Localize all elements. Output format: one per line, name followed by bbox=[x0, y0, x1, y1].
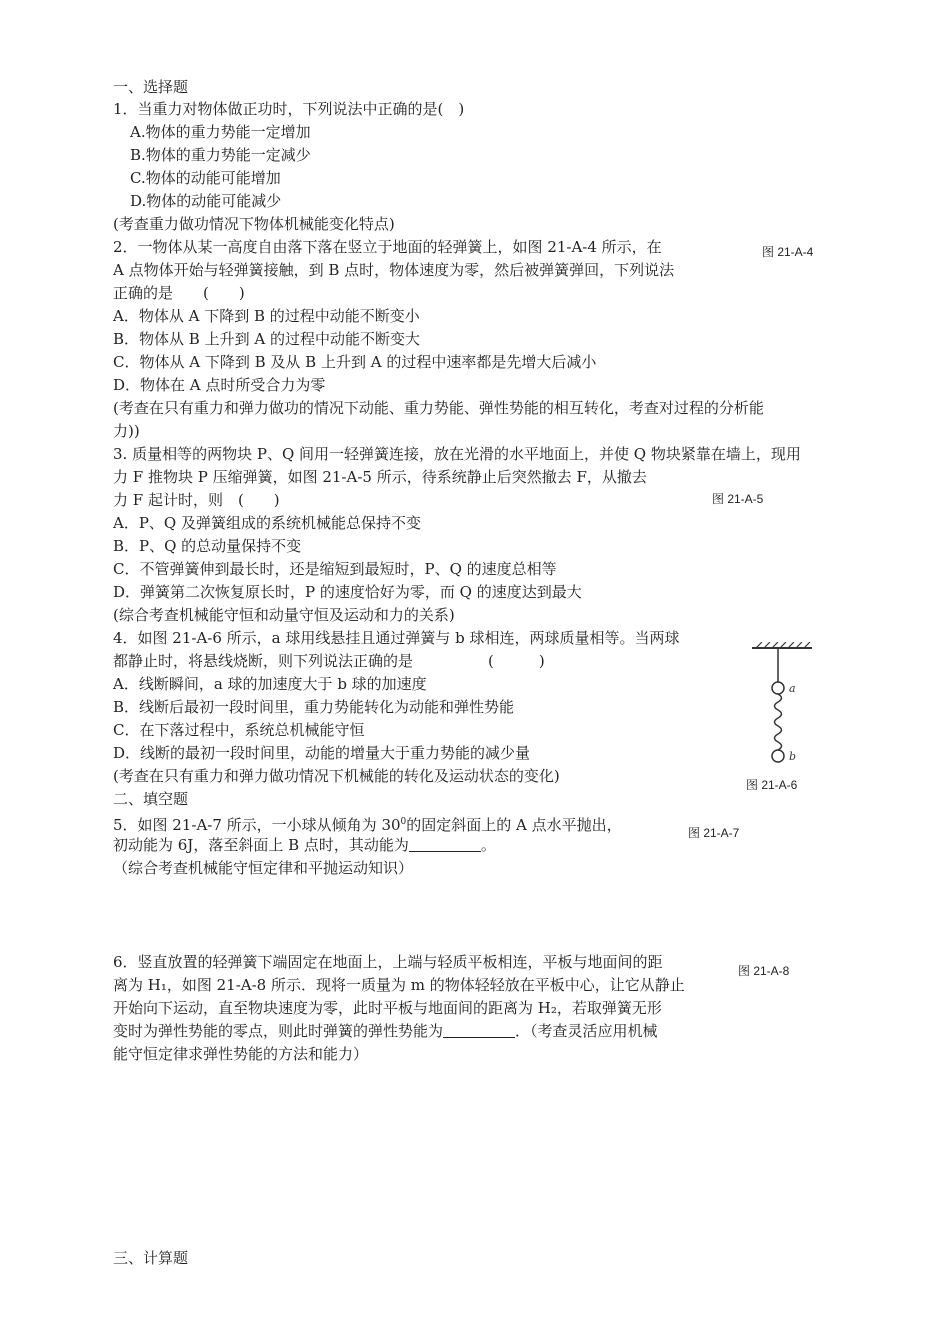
q1-option-b: B.物体的重力势能一定减少 bbox=[130, 146, 311, 164]
q6-stem-line1: 6．竖直放置的轻弹簧下端固定在地面上，上端与轻质平板相连，平板与地面间的距 bbox=[113, 953, 663, 971]
q2-stem-line1: 2．一物体从某一高度自由落下落在竖立于地面的轻弹簧上，如图 21-A-4 所示，在 bbox=[113, 238, 662, 256]
q4-option-a: A．线断瞬间，a 球的加速度大于 b 球的加速度 bbox=[113, 675, 427, 693]
q5-note: （综合考查机械能守恒定律和平抛运动知识） bbox=[113, 859, 414, 877]
ball-a bbox=[772, 682, 784, 694]
q6-stem-line3: 开始向下运动，直至物块速度为零，此时平板与地面间的距离为 H₂，若取弹簧无形 bbox=[113, 999, 662, 1017]
q5-stem-part4: 。 bbox=[480, 836, 496, 854]
q5-stem-part1: 5．如图 21-A-7 所示，一小球从倾角为 30 bbox=[113, 816, 401, 834]
q3-stem-line3: 力 F 起计时，则 ( ) bbox=[113, 491, 280, 509]
q4-stem-line1: 4．如图 21-A-6 所示，a 球用线悬挂且通过弹簧与 b 球相连，两球质量相等。当两球 bbox=[113, 629, 680, 647]
q3-option-d: D．弹簧第二次恢复原长时，P 的速度恰好为零，而 Q 的速度达到最大 bbox=[113, 583, 582, 601]
section-title-choice: 一、选择题 bbox=[113, 78, 189, 96]
ball-b bbox=[772, 750, 784, 762]
q6-stem-line4 bbox=[113, 1021, 658, 1041]
q2-option-c: C．物体从 A 下降到 B 及从 B 上升到 A 的过程中速率都是先增大后减小 bbox=[113, 353, 597, 371]
q1-note: (考查重力做功情况下物体机械能变化特点) bbox=[113, 215, 395, 233]
q5-stem-part3: 初动能为 6J，落至斜面上 B 点时，其动能为 bbox=[113, 836, 409, 854]
q5-stem-line2 bbox=[113, 835, 496, 855]
spring bbox=[775, 694, 782, 750]
q2-note-line1: (考查在只有重力和弹力做功的情况下动能、重力势能、弹性势能的相互转化，考查对过程的分析能 bbox=[113, 399, 764, 417]
figure-caption-21a7: 图 21-A-7 bbox=[688, 826, 740, 840]
spring-balls-figure bbox=[752, 642, 824, 772]
q4-note: (考查在只有重力和弹力做功情况下机械能的转化及运动状态的变化) bbox=[113, 767, 560, 785]
q2-option-b: B．物体从 B 上升到 A 的过程中动能不断变大 bbox=[113, 330, 420, 348]
q3-option-a: A．P、Q 及弹簧组成的系统机械能总保持不变 bbox=[113, 514, 421, 532]
section-title-fill: 二、填空题 bbox=[113, 790, 189, 808]
q1-option-d: D.物体的动能可能减少 bbox=[130, 192, 282, 210]
figure-caption-21a5: 图 21-A-5 bbox=[712, 492, 764, 506]
q3-option-b: B．P、Q 的总动量保持不变 bbox=[113, 537, 302, 555]
q5-stem-part2: 的固定斜面上的 A 点水平抛出， bbox=[406, 816, 622, 834]
q2-stem-line3: 正确的是 ( ) bbox=[113, 284, 245, 302]
q5-answer-blank[interactable] bbox=[409, 837, 481, 852]
q4-stem-line2: 都静止时，将悬线烧断，则下列说法正确的是 ( ) bbox=[113, 652, 545, 670]
q4-option-d: D．线断的最初一段时间里，动能的增量大于重力势能的减少量 bbox=[113, 744, 531, 762]
ball-b-label: b bbox=[789, 750, 797, 763]
q2-stem-line2: A 点物体开始与轻弹簧接触，到 B 点时，物体速度为零，然后被弹簧弹回，下列说法 bbox=[113, 261, 675, 279]
q6-stem-line2: 离为 H₁，如图 21-A-8 所示．现将一质量为 m 的物体轻轻放在平板中心，让它从静止 bbox=[113, 976, 685, 994]
q3-stem-line1: 3. 质量相等的两物块 P、Q 间用一轻弹簧连接，放在光滑的水平地面上，并使 Q 物块紧靠在墙上，现用 bbox=[113, 445, 801, 463]
q2-note-line2: 力)) bbox=[113, 422, 140, 440]
q3-option-c: C．不管弹簧伸到最长时，还是缩短到最短时，P、Q 的速度总相等 bbox=[113, 560, 557, 578]
q1-option-c: C.物体的动能可能增加 bbox=[130, 169, 281, 187]
q2-option-d: D．物体在 A 点时所受合力为零 bbox=[113, 376, 326, 394]
ball-a-label: a bbox=[789, 682, 796, 695]
q2-option-a: A．物体从 A 下降到 B 的过程中动能不断变小 bbox=[113, 307, 420, 325]
figure-caption-21a4: 图 21-A-4 bbox=[762, 245, 814, 259]
figure-caption-21a6: 图 21-A-6 bbox=[746, 778, 798, 792]
q6-answer-blank[interactable] bbox=[443, 1023, 515, 1038]
section-title-calc: 三、计算题 bbox=[113, 1249, 189, 1267]
q6-stem-part1: 变时为弹性势能的零点，则此时弹簧的弹性势能为 bbox=[113, 1022, 444, 1040]
q3-stem-line2: 力 F 推物块 P 压缩弹簧，如图 21-A-5 所示，待系统静止后突然撤去 F，从撤去 bbox=[113, 468, 647, 486]
q4-option-c: C．在下落过程中，系统总机械能守恒 bbox=[113, 721, 365, 739]
q1-option-a: A.物体的重力势能一定增加 bbox=[130, 123, 311, 141]
q6-stem-line5: 能守恒定律求弹性势能的方法和能力） bbox=[113, 1045, 369, 1063]
q5-degree-sup: 0 bbox=[400, 817, 407, 827]
figure-caption-21a8: 图 21-A-8 bbox=[738, 964, 790, 978]
q1-stem: 1．当重力对物体做正功时，下列说法中正确的是( ) bbox=[113, 100, 465, 118]
q3-note: (综合考查机械能守恒和动量守恒及运动和力的关系) bbox=[113, 606, 455, 624]
q5-stem-line1 bbox=[113, 812, 622, 835]
q6-stem-part2: ．（考查灵活应用机械 bbox=[515, 1022, 658, 1040]
q4-option-b: B．线断后最初一段时间里，重力势能转化为动能和弹性势能 bbox=[113, 698, 515, 716]
